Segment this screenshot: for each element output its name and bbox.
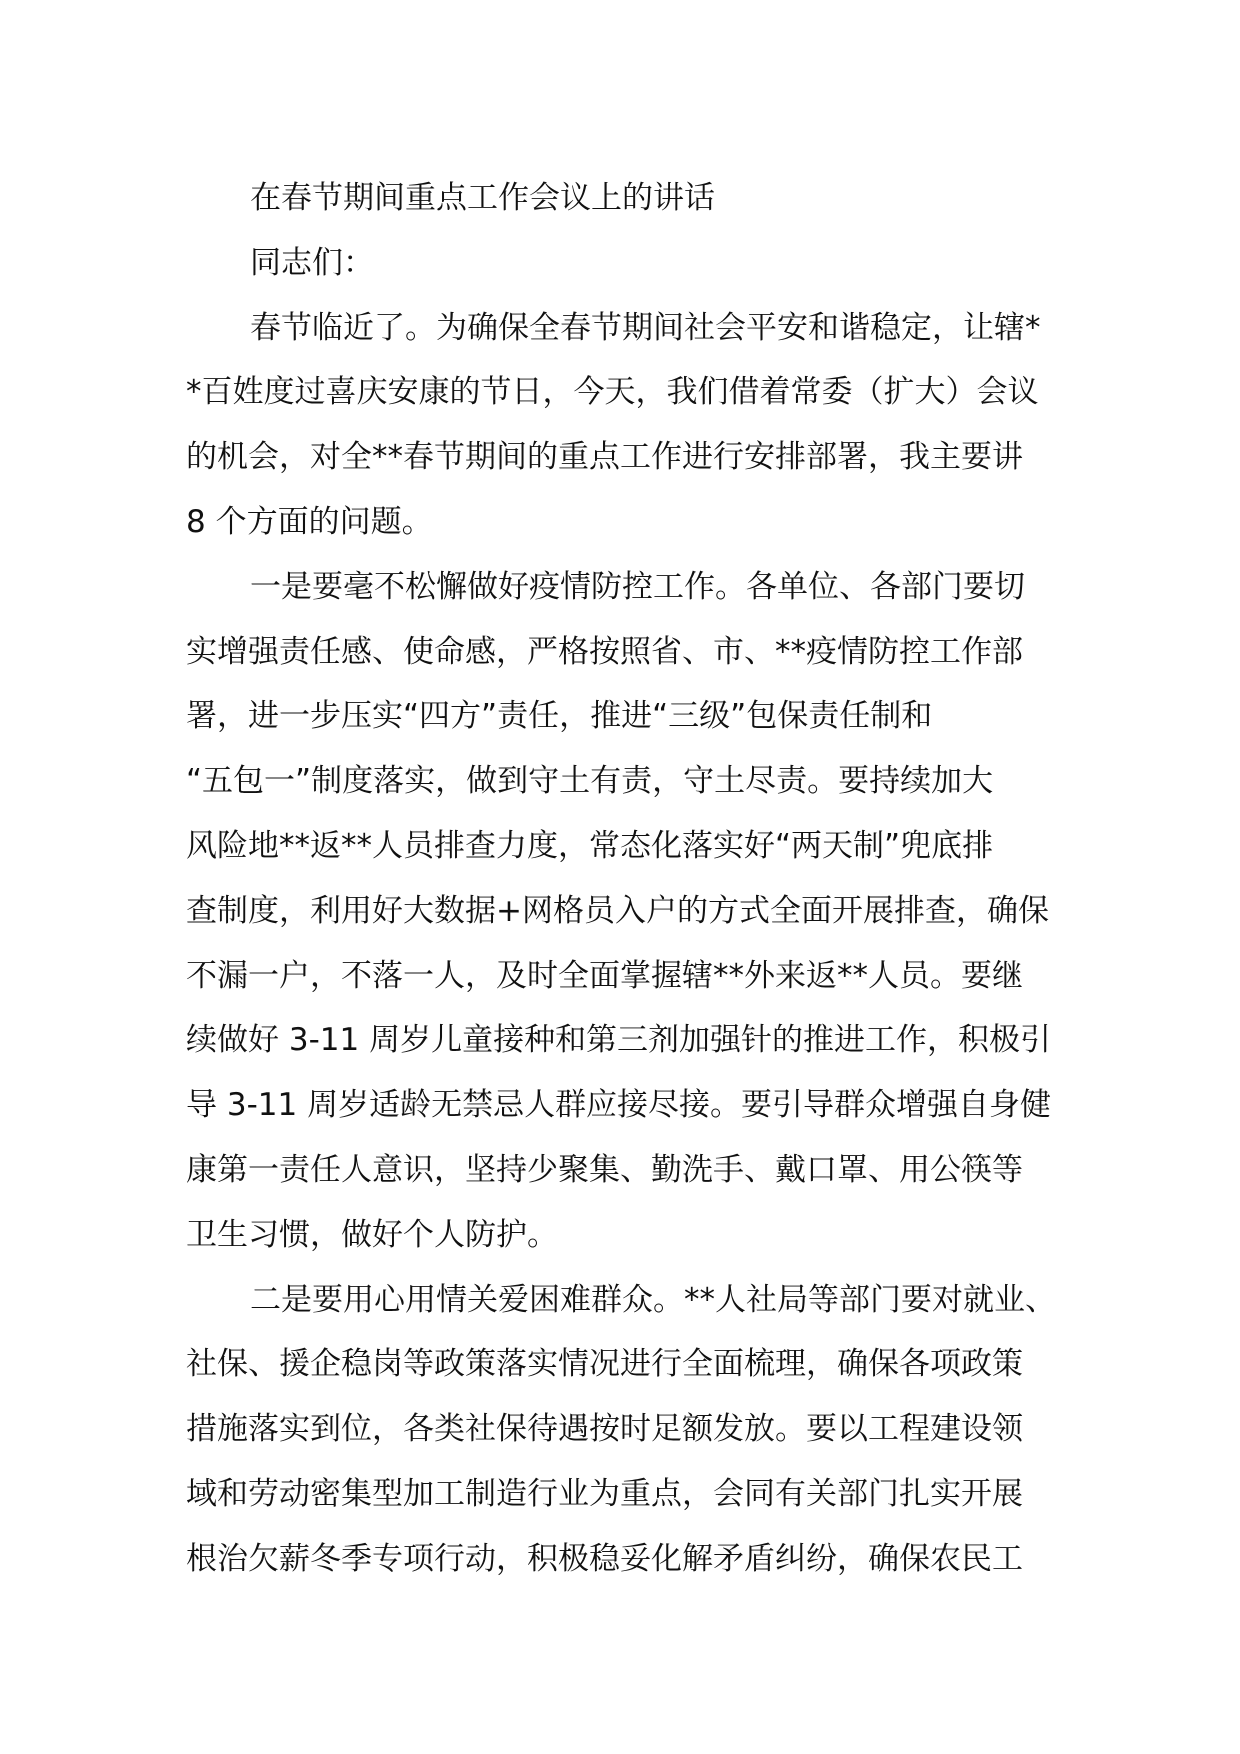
body-text-line: 导 3-11 周岁适龄无禁忌人群应接尽接。要引导群众增强自身健 [186,1087,1052,1124]
body-text-line: “五包一”制度落实，做到守土有责，守土尽责。要持续加大 [186,763,994,800]
body-text-line: 实增强责任感、使命感，严格按照省、市、**疫情防控工作部 [186,633,1023,670]
body-text-line: 不漏一户，不落一人，及时全面掌握辖**外来返**人员。要继 [186,957,1023,994]
document-title: 在春节期间重点工作会议上的讲话 [250,180,715,216]
body-text-line: 一是要毫不松懈做好疫情防控工作。各单位、各部门要切 [250,568,1025,605]
body-text-line: 二是要用心用情关爱困难群众。**人社局等部门要对就业、 [250,1281,1056,1318]
body-text-line: 续做好 3-11 周岁儿童接种和第三剂加强针的推进工作，积极引 [186,1022,1052,1059]
body-text-line: 署，进一步压实“四方”责任，推进“三级”包保责任制和 [186,698,933,735]
body-text-line: 的机会，对全**春节期间的重点工作进行安排部署，我主要讲 [186,439,1023,476]
body-text-line: 根治欠薪冬季专项行动，积极稳妥化解矛盾纠纷，确保农民工 [186,1540,1023,1577]
body-text-line: 8 个方面的问题。 [186,503,433,540]
body-text-line: 康第一责任人意识，坚持少聚集、勤洗手、戴口罩、用公筷等 [186,1151,1023,1188]
body-text-line: *百姓度过喜庆安康的节日，今天，我们借着常委（扩大）会议 [186,374,1039,411]
salutation: 同志们： [250,244,374,281]
body-text-line: 措施落实到位，各类社保待遇按时足额发放。要以工程建设领 [186,1411,1023,1448]
document-body [186,166,1066,1592]
body-text-line: 查制度，利用好大数据+网格员入户的方式全面开展排查，确保 [186,892,1049,929]
body-text-line: 卫生习惯，做好个人防护。 [186,1216,558,1253]
body-text-line: 风险地**返**人员排查力度，常态化落实好“两天制”兜底排 [186,827,994,864]
body-text-line: 域和劳动密集型加工制造行业为重点，会同有关部门扎实开展 [186,1475,1023,1512]
body-text-line: 春节临近了。为确保全春节期间社会平安和谐稳定，让辖* [250,309,1041,346]
body-text-line: 社保、援企稳岗等政策落实情况进行全面梳理，确保各项政策 [186,1346,1023,1383]
